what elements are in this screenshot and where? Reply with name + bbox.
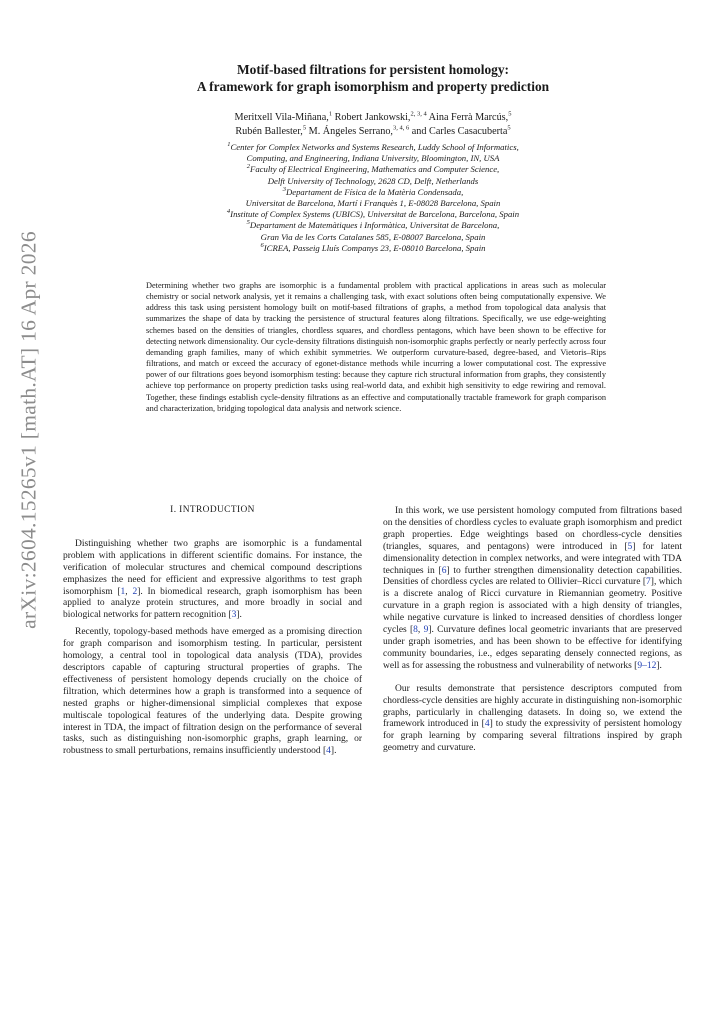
author-line-2 [70, 125, 676, 139]
affiliation-text: Computing, and Engineering, Indiana University, Bloomington, IN, USA [246, 153, 500, 164]
affiliation-sup: 5 [246, 219, 250, 227]
affiliation-text: Institute of Complex Systems (UBICS), Universitat de Barcelona, Barcelona, Spain [230, 209, 520, 220]
affiliation-list [70, 142, 676, 254]
citation-link[interactable]: 2 [132, 586, 138, 597]
title-line-2: A framework for graph isomorphism and property prediction [196, 78, 550, 94]
affiliation-sup: 4 [226, 208, 231, 216]
affiliation-line [70, 209, 676, 220]
paragraph-text: ] to study the expressivity of persistent homology for graph learning by comparing several filtrations inspired by graph geometry and curvature. [383, 719, 682, 754]
affiliation-line [70, 243, 676, 254]
right-paragraph-1 [383, 506, 682, 673]
affiliation-line [70, 198, 676, 209]
arxiv-stamp-text: arXiv:2604.15265v1 [math.AT] 16 Apr 2026 [16, 231, 41, 629]
author-name: Robert Jankowski, [332, 112, 411, 123]
author-list [70, 111, 676, 139]
author-affil-sup: 2, 3, 4 [410, 110, 427, 118]
citation-link[interactable]: 6 [441, 565, 447, 576]
affiliation-line [70, 220, 676, 231]
author-affil-sup: 5 [302, 124, 307, 132]
paragraph-text: ]. [656, 660, 662, 671]
affiliation-text: Delft University of Technology, 2628 CD, Delft, Netherlands [267, 175, 479, 186]
affiliation-sup: 3 [282, 185, 286, 193]
author-name: and Carles Casacuberta [409, 126, 508, 137]
affiliation-text: Center for Complex Networks and Systems Research, Luddy School of Informatics, [230, 142, 519, 152]
author-name: M. Ángeles Serrano, [306, 126, 393, 137]
paragraph-text: ] for latent dimensionality detection in complex networks, and were integrated with TDA techniques in [ [383, 541, 682, 576]
affiliation-text: Faculty of Electrical Engineering, Mathematics and Computer Science, [250, 164, 500, 175]
citation-link[interactable]: 4 [484, 719, 490, 730]
affiliation-text: Universitat de Barcelona, Martí i Franquès 1, E-08028 Barcelona, Spain [245, 198, 501, 209]
affiliation-text: Gran Via de les Corts Catalanes 585, E-08007 Barcelona, Spain [260, 231, 486, 242]
title-line-1: Motif-based filtrations for persistent homology: [237, 62, 509, 77]
paragraph-text: ]. Curvature defines local geometric invariants that are preserved under graph isometries, and has been shown to be effective for identifying community boundaries, i.e., edges separating densely connected regions, as well as for assessing the robustness and vulnerability of networks [ [383, 625, 683, 671]
arxiv-stamp [14, 0, 44, 1019]
author-affil-sup: 5 [508, 110, 512, 118]
affiliation-line [70, 232, 676, 243]
paper-title [70, 62, 676, 95]
intro-paragraph-1 [63, 539, 362, 622]
paragraph-text: , [417, 625, 424, 636]
affiliation-line [70, 176, 676, 187]
section-heading: I. INTRODUCTION [170, 505, 255, 515]
paragraph-text: , [125, 586, 133, 597]
affiliation-line [70, 153, 676, 164]
affiliation-sup: 6 [260, 241, 264, 249]
citation-link[interactable]: 4 [326, 746, 331, 757]
affiliation-text: ICREA, Passeig Lluís Companys 23, E-08010 Barcelona, Spain [263, 242, 486, 253]
citation-link[interactable]: 7 [646, 577, 651, 588]
affiliation-sup: 2 [246, 163, 251, 171]
paragraph-text: In this work, we use persistent homology computed from filtrations based on the densities of chordless cycles to evaluate graph isomorphism and predict graph properties. Edge weightings based on chordless-cycle densities (triangles, squares, and pentagons) were introduced in [ [383, 506, 682, 552]
citation-link[interactable]: 1 [120, 586, 126, 597]
right-paragraph-2 [383, 684, 682, 755]
paragraph-text: Distinguishing whether two graphs are isomorphic is a fundamental problem with applications in different scientific domains. For instance, the verification of molecular structures and chemical compound descriptions emphasizes the need for efficient and expressive algorithms to test graph isomorphism [ [63, 538, 362, 597]
citation-link[interactable]: 5 [627, 541, 633, 552]
intro-paragraph-2 [63, 627, 362, 758]
left-column [63, 505, 362, 758]
affiliation-sup: 1 [227, 141, 231, 149]
citation-link[interactable]: 9–12 [637, 660, 657, 671]
affiliation-line [70, 164, 676, 175]
author-affil-sup: 5 [507, 124, 511, 132]
author-name: Meritxell Vila-Miñana, [234, 112, 329, 123]
citation-link[interactable]: 9 [423, 625, 429, 636]
paragraph-text: ]. [236, 610, 242, 621]
paragraph-text: ] to further strengthen dimensionality detection capabilities. Densities of chordless cycles are related to Ollivier–Ricci curvature [ [383, 565, 682, 588]
right-column [383, 506, 682, 755]
citation-link[interactable]: 8 [413, 625, 418, 636]
affiliation-line [70, 142, 676, 153]
paragraph-text: ]. In biomedical research, graph isomorphism has been applied to analyze protein structures, and more broadly in social and biological networks for pattern recognition [ [63, 586, 363, 621]
paragraph-text: Recently, topology-based methods have emerged as a promising direction for graph comparison and isomorphism testing. In particular, persistent homology, a central tool in topological data analysis (TDA), provides descriptors capable of capturing structural properties of graphs. The effectiveness of persistent homology depends crucially on the choice of filtration, which determines how a graph is transformed into a sequence of nested graphs or higher-dimensional simplicial complexes that expose multiscale topological features of the underlying data. Despite growing interest in TDA, the impact of filtration design on the performance of several tasks, such as distinguishing non-isomorphic graphs, graph learning, or robustness to small perturbations, remains insufficiently understood [ [63, 627, 362, 757]
paragraph-text: ]. [330, 746, 337, 757]
author-line-1 [70, 111, 676, 125]
affiliation-text: Departament de Física de la Matèria Condensada, [285, 186, 464, 197]
affiliation-text: Departament de Matemàtiques i Informàtica, Universitat de Barcelona, [249, 220, 500, 231]
abstract: Determining whether two graphs are isomorphic is a fundamental problem with practical applications in areas such as molecular chemistry or social network analysis, yet it remains a challenging task, with exact solutions often being computationally expensive. We address this task using persistent homology built on motif-based filtrations of graphs, a method from topological data analysis that summarizes the shape of data by tracking the persistence of structural features along filtrations. Specifically, we use edge-weighting schemes based on the densities of triangles, chordless squares, and chordless pentagons, which have been shown to be effective for detecting network dimensionality. Our cycle-density filtrations distinguish non-isomorphic graphs perfectly or nearly perfectly across four demanding graph families, many of which exhibit symmetries. We outperform curvature-based, degree-based, and Vietoris–Rips filtrations, and match or exceed the accuracy of egonet-distance methods while incurring a lower computational cost. The expressive power of our filtrations goes beyond isomorphism testing: because they capture rich structural information from graphs, they consistently achieve top performance on property prediction tasks using real-world data, and exhibit high sensitivity to edge rewiring and removal. Together, these findings establish cycle-density filtrations as an effective and computationally tractable framework for graph comparison and characterization, bridging topological data analysis and network science. [146, 281, 606, 413]
paragraph-text: ], which is a discrete analog of Ricci curvature in Riemannian geometry. Positive curvature in a graph region is associated with a high density of triangles, while negative curvature is linked to increased densities of chordless longer cycles [ [383, 577, 682, 636]
citation-link[interactable]: 3 [231, 610, 237, 621]
paragraph-text: Our results demonstrate that persistence descriptors computed from chordless-cycle densities are highly accurate in distinguishing non-isomorphic graphs, particularly in challenging datasets. In doing so, we extend the framework introduced in [ [383, 683, 682, 730]
author-affil-sup: 1 [328, 110, 333, 118]
author-name: Aina Ferrà Marcús, [426, 112, 509, 123]
affiliation-line [70, 187, 676, 198]
author-name: Rubén Ballester, [235, 126, 303, 137]
author-affil-sup: 3, 4, 6 [392, 124, 410, 132]
